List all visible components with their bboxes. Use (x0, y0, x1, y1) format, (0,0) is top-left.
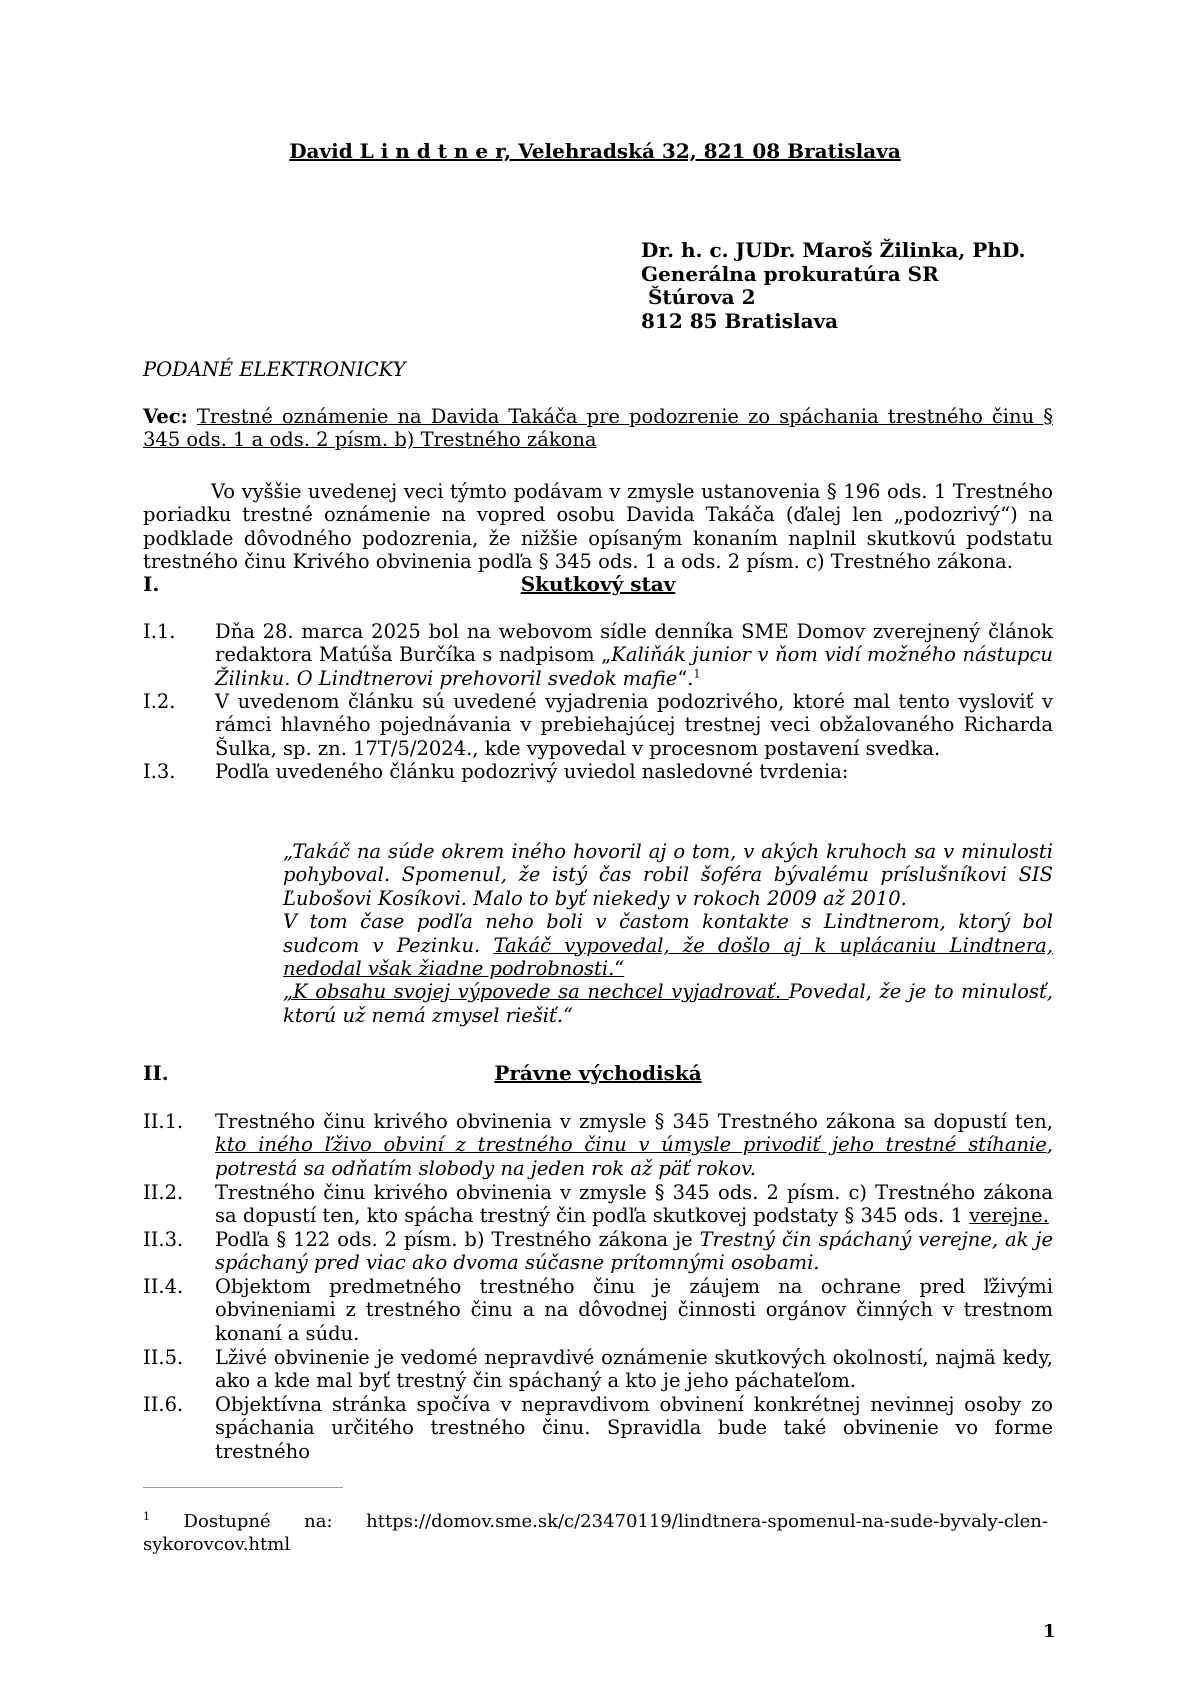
submitted-electronically: PODANÉ ELEKTRONICKY (143, 358, 406, 381)
footnote-separator (143, 1487, 343, 1488)
subject-text: Trestné oznámenie na Davida Takáča pre podozrenie zo spáchania trestného činu § 345 ods. 1 a ods. 2 písm. b) Trestného zákona (143, 405, 1053, 452)
paragraph-number: I.1. (143, 620, 176, 643)
paragraph-II-2 (215, 1181, 1053, 1228)
footnote-mark: 1 (143, 1510, 150, 1523)
paragraph-I-3: Podľa uvedeného článku podozrivý uviedol nasledovné tvrdenia: (215, 760, 849, 783)
p-text: Podľa § 122 ods. 2 písm. b) Trestného zákona je (215, 1228, 700, 1251)
p-italic: Trestný čin spáchaný verejne, ak je spáchaný pred viac ako dvoma súčasne prítomnými osobami. (215, 1228, 1053, 1275)
quote-part-3 (283, 980, 1053, 1027)
subject-label: Vec: (143, 405, 188, 428)
p-underlined: kto iného ľživo obviní z trestného činu v úmysle privodiť jeho trestné stíhanie (215, 1133, 1047, 1157)
recipient-institution: Generálna prokuratúra SR (641, 261, 939, 286)
p-text: “. (677, 666, 694, 690)
paragraph-number: II.4. (143, 1275, 184, 1298)
paragraph-I-1 (215, 620, 1053, 690)
quote-underlined: „K obsahu svojej výpovede sa nechcel vyjadrovať. (283, 980, 789, 1004)
paragraph-II-5: Lživé obvinenie je vedomé nepravdivé oznámenie skutkových okolností, najmä kedy, ako a kde mal byť trestný čin spáchaný a kto je jeho páchateľom. (215, 1346, 1053, 1393)
paragraph-number: II.5. (143, 1346, 184, 1369)
subject-line (143, 405, 1053, 452)
page-number: 1 (1043, 1621, 1056, 1642)
quoted-statement (283, 840, 1053, 1027)
p-text: Trestného činu krivého obvinenia v zmysle § 345 Trestného zákona sa dopustí ten, (215, 1110, 1053, 1133)
p-text: Dňa 28. marca 2025 bol na webovom sídle denníka SME Domov zverejnený článok redaktora Matúša Burčíka s nadpisom „ (215, 620, 1053, 667)
quote-part-2 (283, 910, 1053, 980)
footnote-text: Dostupné na: https://domov.sme.sk/c/23470119/lindtnera-spomenul-na-sude-byvaly-clen-sykorovcov.html (143, 1511, 1048, 1555)
section2-title: Právne východiská (494, 1061, 702, 1085)
p-text: Trestného činu krivého obvinenia v zmysle § 345 ods. 2 písm. c) Trestného zákona sa dopustí ten, kto spácha trestný čin podľa skutkovej podstaty § 345 ods. 1 (215, 1181, 1053, 1228)
footnote (143, 1510, 1048, 1556)
p-underlined: verejne. (969, 1204, 1049, 1228)
recipient-name: Dr. h. c. JUDr. Maroš Žilinka, PhD. (641, 238, 1026, 262)
quote-text: Povedal, že je to minulosť, ktorú už nemá zmysel riešiť.“ (283, 980, 1053, 1027)
intro-paragraph: Vo vyššie uvedenej veci týmto podávam v zmysle ustanovenia § 196 ods. 1 Trestného poriadku trestné oznámenie na vopred osobu Davida Takáča (ďalej len „podozrivý“) na podklade dôvodného podozrenia, že nižšie opísaným konaním naplnil skutkovú podstatu trestného činu Krivého obvinenia podľa § 345 ods. 1 a ods. 2 písm. c) Trestného zákona. (143, 480, 1053, 574)
article-title: Kaliňák junior v ňom vidí možného nástupcu Žilinku. O Lindtnerovi prehovoril svedok mafie (215, 643, 1053, 690)
quote-text: V tom čase podľa neho boli v častom kontakte s Lindtnerom, ktorý bol sudcom v Pezinku. (283, 910, 1053, 957)
paragraph-II-1 (215, 1110, 1053, 1180)
paragraph-number: II.2. (143, 1181, 184, 1204)
footnote-ref: 1 (693, 667, 701, 681)
paragraph-number: II.6. (143, 1393, 184, 1416)
paragraph-number: I.2. (143, 690, 176, 713)
paragraph-number: II.1. (143, 1110, 184, 1133)
paragraph-number: II.3. (143, 1228, 184, 1251)
paragraph-II-4: Objektom predmetného trestného činu je záujem na ochrane pred ľživými obvineniami z trestného činu a na dôvodnej činnosti orgánov činných v trestnom konaní a súdu. (215, 1275, 1053, 1345)
paragraph-I-2: V uvedenom článku sú uvedené vyjadrenia podozrivého, ktoré mal tento vysloviť v rámci hlavného pojednávania v prebiehajúcej trestnej veci obžalovaného Richarda Šulka, sp. zn. 17T/5/2024., kde vypovedal v procesnom postavení svedka. (215, 690, 1053, 760)
section1-title: Skutkový stav (520, 572, 676, 596)
recipient-street: Štúrova 2 (641, 285, 756, 309)
paragraph-II-6: Objektívna stránka spočíva v nepravdivom obvinení konkrétnej nevinnej osoby zo spáchania určitého trestného činu. Spravidla bude také obvinenie vo forme trestného (215, 1393, 1053, 1463)
sender-address: David L i n d t n e r, Velehradská 32, 821 08 Bratislava (289, 139, 901, 163)
section1-number: I. (143, 572, 160, 596)
paragraph-II-3 (215, 1228, 1053, 1275)
paragraph-number: I.3. (143, 760, 176, 783)
quote-underlined: Takáč vypovedal, že došlo aj k uplácaniu Lindtnera, nedodal však žiadne podrobnosti.“ (283, 933, 1053, 981)
recipient-address (641, 239, 1025, 333)
p-text: , potrestá sa odňatím slobody na jeden rok až päť rokov. (215, 1133, 1053, 1180)
recipient-city: 812 85 Bratislava (641, 308, 839, 333)
quote-part-1: „Takáč na súde okrem iného hovoril aj o tom, v akých kruhoch sa v minulosti pohyboval. Spomenul, že istý čas robil šoféra bývalému príslušníkovi SIS Ľubošovi Kosíkovi. Malo to byť niekedy v rokoch 2009 až 2010. (283, 840, 1053, 910)
section2-number: II. (143, 1061, 169, 1085)
